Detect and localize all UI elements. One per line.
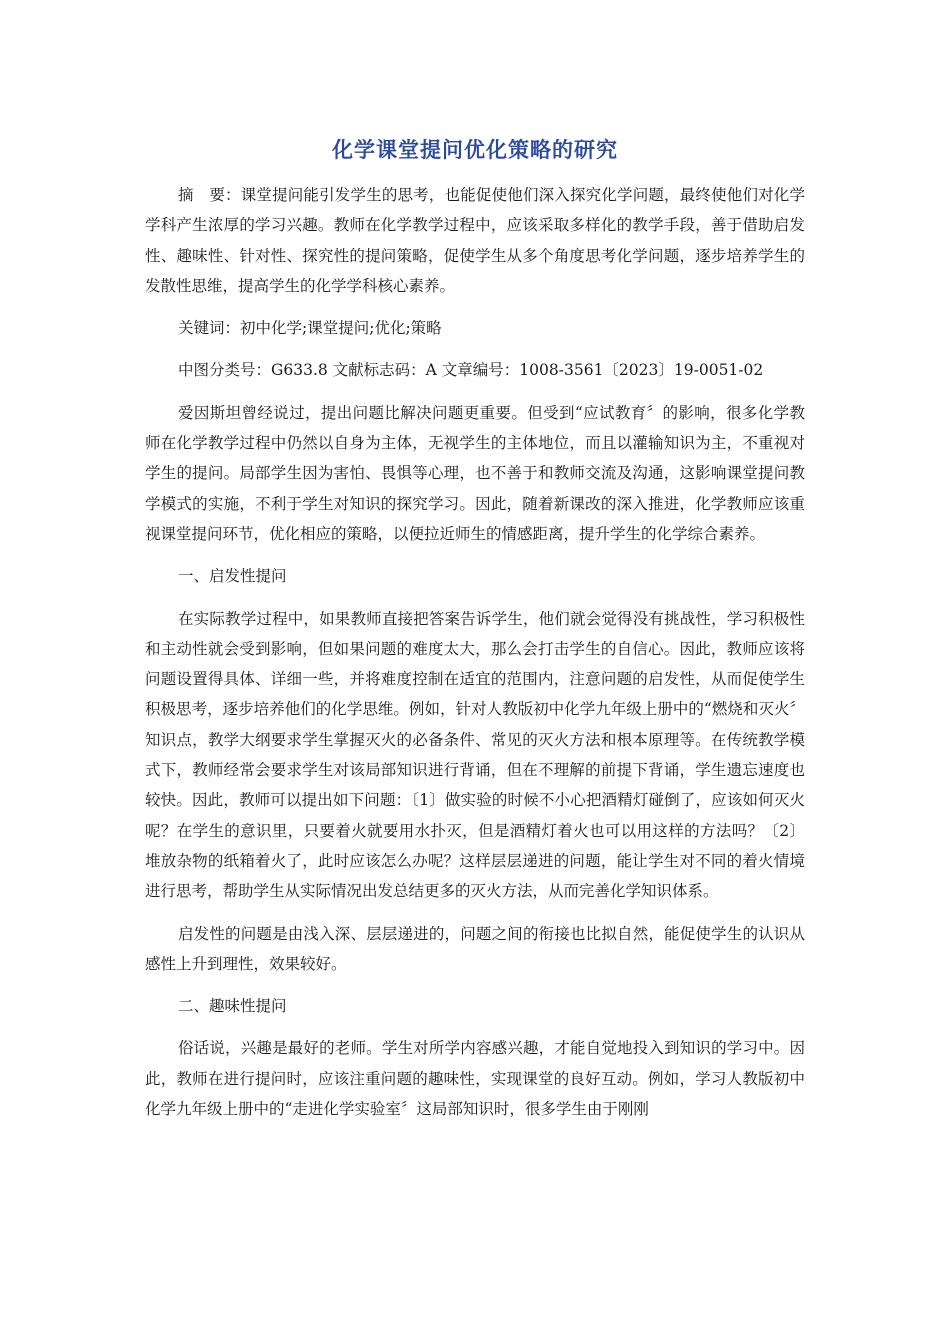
article-title: 化学课堂提问优化策略的研究	[332, 138, 618, 162]
section-heading-2: 二、趣味性提问	[178, 997, 287, 1016]
keywords-line: 关键词：初中化学;课堂提问;优化;策略	[178, 319, 442, 338]
section-heading-1: 一、启发性提问	[178, 567, 287, 586]
section1-paragraph-1: 在实际教学过程中，如果教师直接把答案告诉学生，他们就会觉得没有挑战性，学习积极性和主动性就会受到影响，但如果问题的难度太大，那么会打击学生的自信心。因此，教师应该将问题设置得具体、详细一些，并将难度控制在适宜的范围内，注意问题的启发性，从而促使学生积极思考，逐步培养他们的化学思维。例如，针对人教版初中化学九年级上册中的“燃烧和灭火〞知识点，教学大纲要求学生掌握灭火的必备条件、常见的灭火方法和根本原理等。在传统教学模式下，教师经常会要求学生对该局部知识进行背诵，但在不理解的前提下背诵，学生遗忘速度也较快。因此，教师可以提出如下问题：〔1〕做实验的时候不小心把酒精灯碰倒了，应该如何灭火呢？在学生的意识里，只要着火就要用水扑灭，但是酒精灯着火也可以用这样的方法吗？〔2〕堆放杂物的纸箱着火了，此时应该怎么办呢？这样层层递进的问题，能让学生对不同的着火情境进行思考，帮助学生从实际情况出发总结更多的灭火方法，从而完善化学知识体系。	[145, 609, 805, 901]
section1-paragraph-2: 启发性的问题是由浅入深、层层递进的，问题之间的衔接也比拟自然，能促使学生的认识从感性上升到理性，效果较好。	[145, 924, 805, 973]
abstract-paragraph: 摘 要：课堂提问能引发学生的思考，也能促使他们深入探究化学问题，最终使他们对化学学科产生浓厚的学习兴趣。教师在化学教学过程中，应该采取多样化的教学手段，善于借助启发性、趣味性、针对性、探究性的提问策略，促使学生从多个角度思考化学问题，逐步培养学生的发散性思维，提高学生的化学学科核心素养。	[145, 186, 805, 295]
section2-paragraph-1: 俗话说，兴趣是最好的老师。学生对所学内容感兴趣，才能自觉地投入到知识的学习中。因此，教师在进行提问时，应该注重问题的趣味性，实现课堂的良好互动。例如，学习人教版初中化学九年级上册中的“走进化学实验室〞这局部知识时，很多学生由于刚刚	[145, 1039, 805, 1119]
article-body	[145, 180, 805, 1124]
classification-line: 中图分类号：G633.8 文献标志码：A 文章编号：1008-3561〔2023〕19-0051-02	[178, 361, 764, 380]
intro-paragraph: 爱因斯坦曾经说过，提出问题比解决问题更重要。但受到“应试教育〞的影响，很多化学教师在化学教学过程中仍然以自身为主体，无视学生的主体地位，而且以灌输知识为主，不重视对学生的提问。局部学生因为害怕、畏惧等心理，也不善于和教师交流及沟通，这影响课堂提问教学模式的实施，不利于学生对知识的探究学习。因此，随着新课改的深入推进，化学教师应该重视课堂提问环节，优化相应的策略，以便拉近师生的情感距离，提升学生的化学综合素养。	[145, 403, 805, 543]
